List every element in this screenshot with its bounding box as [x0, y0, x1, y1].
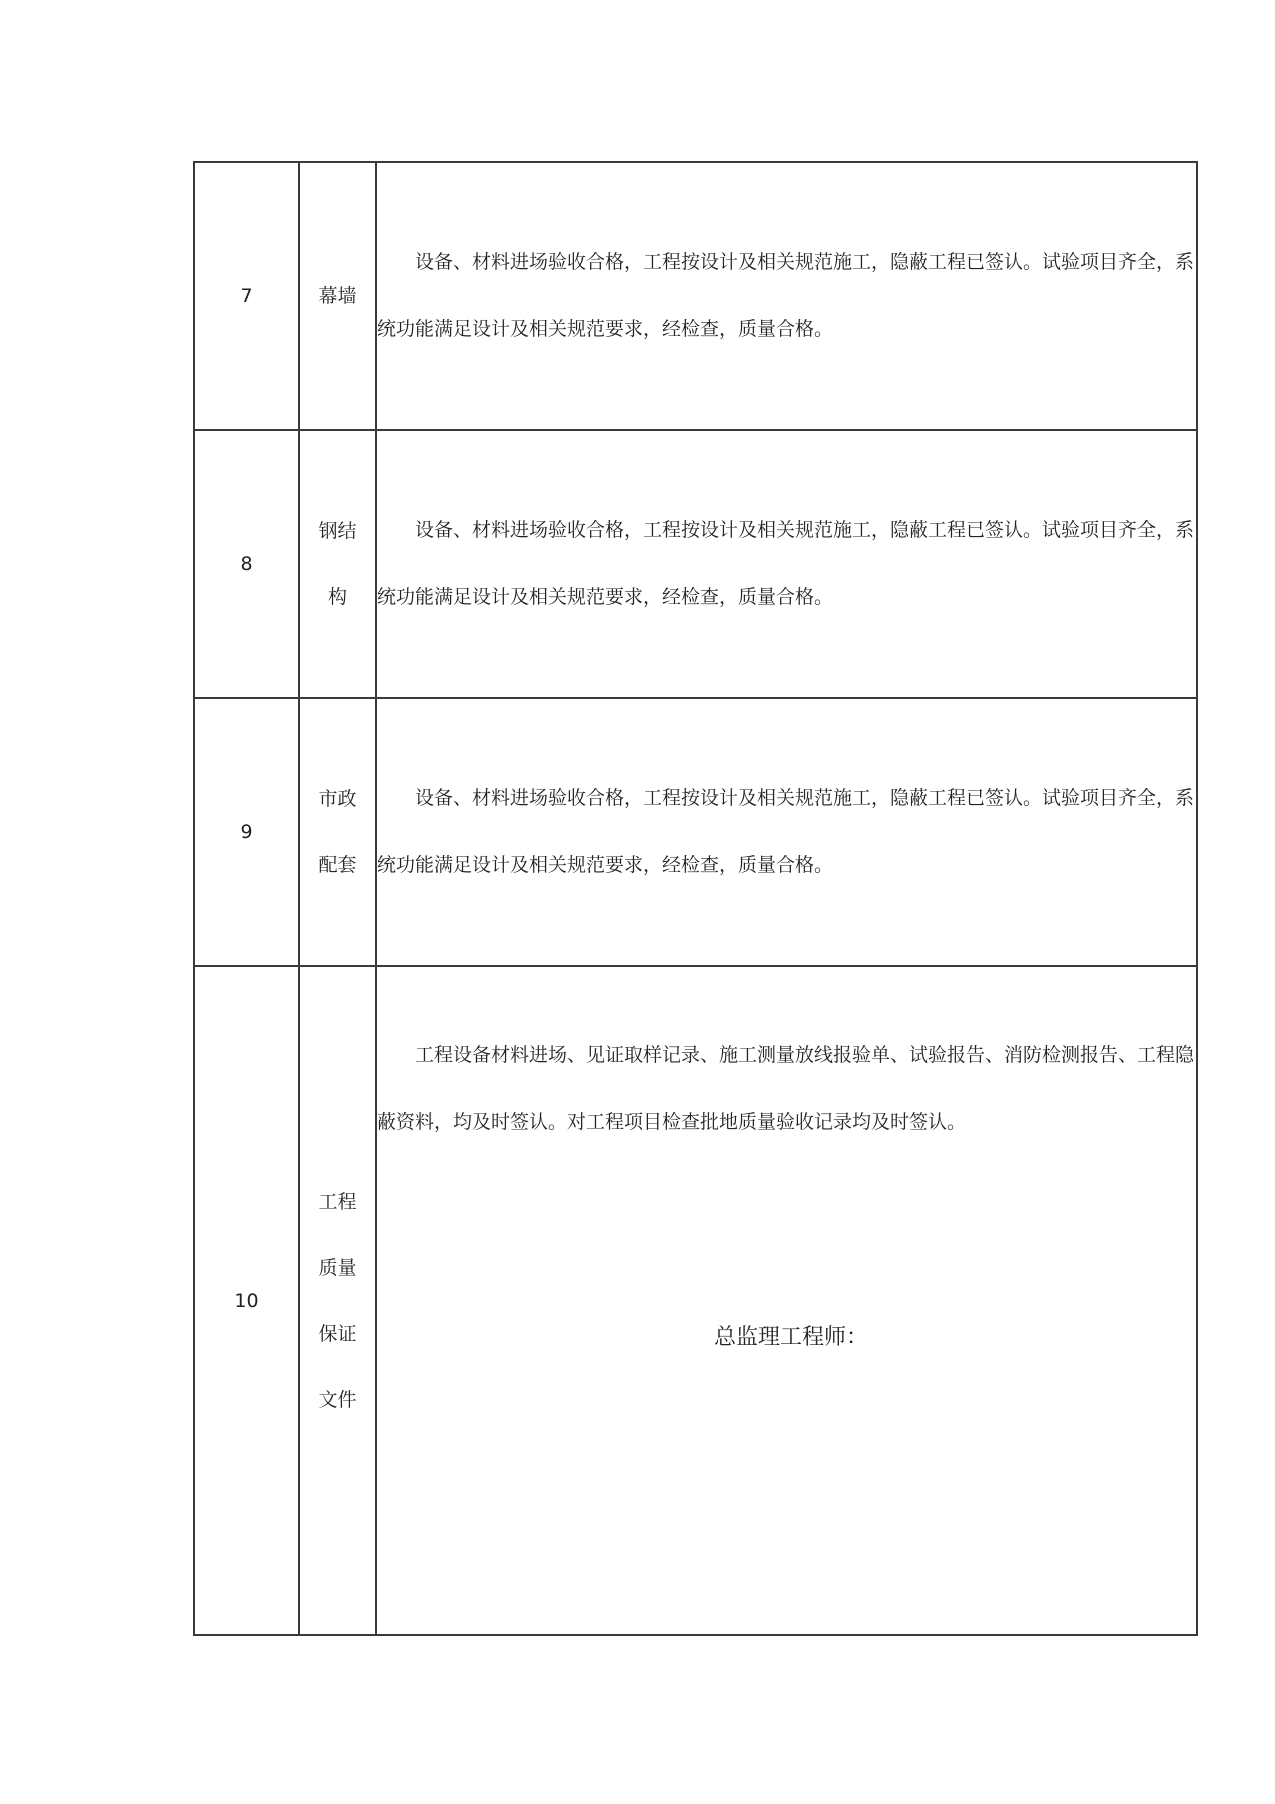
conclusion-text: 设备、材料进场验收合格，工程按设计及相关规范施工，隐蔽工程已签认。试验项目齐全，系统功能满足设计及相关规范要求，经检查，质量合格。 [377, 787, 1195, 876]
item-name-line: 市政 [318, 788, 357, 810]
item-conclusion [376, 162, 1197, 430]
item-name-line: 配套 [318, 854, 357, 876]
chief-supervisor-signature-label: 总监理工程师： [714, 1325, 869, 1350]
item-name-line: 保证 [318, 1322, 357, 1345]
item-name [299, 430, 376, 698]
item-name-line: 文件 [318, 1388, 357, 1411]
item-conclusion [376, 698, 1197, 966]
row-number: 10 [194, 966, 299, 1635]
item-name-line: 构 [327, 586, 347, 608]
conclusion-text: 设备、材料进场验收合格，工程按设计及相关规范施工，隐蔽工程已签认。试验项目齐全，系统功能满足设计及相关规范要求，经检查，质量合格。 [377, 519, 1195, 608]
inspection-record-sheet [193, 161, 1196, 1634]
table-row [194, 698, 1197, 966]
item-conclusion [376, 430, 1197, 698]
inspection-table [193, 161, 1198, 1636]
item-conclusion [376, 966, 1197, 1635]
table-row [194, 430, 1197, 698]
item-name-line: 质量 [318, 1256, 357, 1279]
item-name-line: 钢结 [318, 520, 357, 542]
conclusion-text: 工程设备材料进场、见证取样记录、施工测量放线报验单、试验报告、消防检测报告、工程隐蔽资料，均及时签认。对工程项目检查批地质量验收记录均及时签认。 [377, 1044, 1195, 1133]
item-name [299, 698, 376, 966]
item-name-line: 幕墙 [318, 285, 357, 307]
row-number: 9 [194, 698, 299, 966]
row-number: 8 [194, 430, 299, 698]
item-name-line: 工程 [318, 1190, 357, 1213]
conclusion-text: 设备、材料进场验收合格，工程按设计及相关规范施工，隐蔽工程已签认。试验项目齐全，系统功能满足设计及相关规范要求，经检查，质量合格。 [377, 251, 1195, 340]
item-name [299, 162, 376, 430]
table-row [194, 966, 1197, 1635]
table-row [194, 162, 1197, 430]
row-number: 7 [194, 162, 299, 430]
item-name [299, 966, 376, 1635]
